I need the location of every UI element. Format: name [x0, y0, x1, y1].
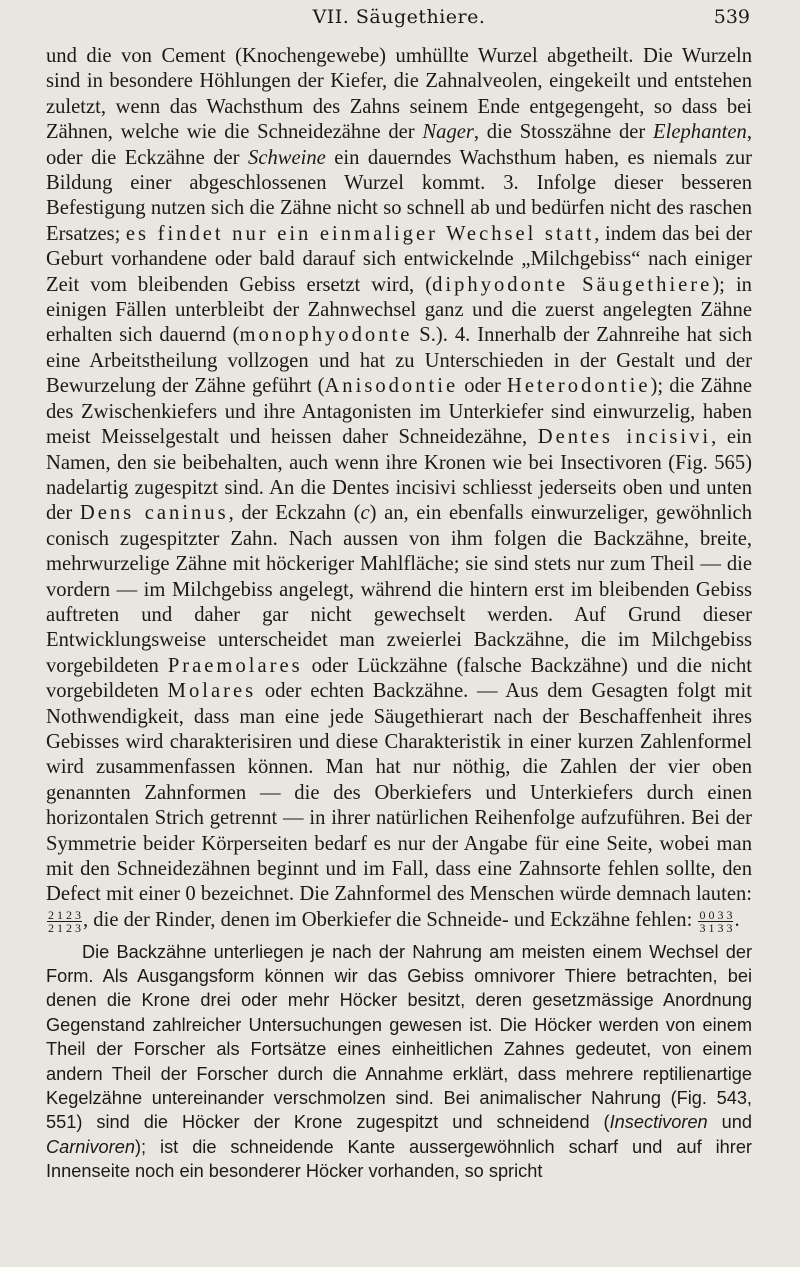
text-run: S.). 4. Innerhalb der Zahnreihe hat sich eine Arbeitstheilung vollzogen und hat zu Unterschieden in der Gestalt und der Bewurzelung der Zähne geführt (	[46, 324, 752, 398]
italic-term: Nager	[422, 121, 474, 144]
text-run: ); in einigen Fällen unterbleibt der Zahnwechsel ganz und die zuerst angelegten Zähne erhalten sich dauernd (	[46, 273, 752, 347]
italic-term: Elephanten	[653, 121, 747, 144]
spaced-emphasis: es findet nur ein einmaliger Wechsel statt	[125, 222, 595, 245]
text-run: Die Backzähne unterliegen je nach der Nahrung am meisten einem Wechsel der Form. Als Ausgangsform können wir das Gebiss omnivorer Thiere betrachten, bei denen die Krone drei oder mehr Höcker besitzt, deren gesetzmässige Anordnung Gegenstand zahlreicher Untersuchungen gewesen ist. Die Höcker werden von einem Theil der Forscher als Fortsätze eines einheitlichen Zahnes gedeutet, von einem andern Theil der Forscher durch die Annahme erklärt, dass mehrere reptilienartige Kegelzähne untereinander verschmolzen sind. Bei animalischer Nahrung (Fig. 543, 551) sind die Höcker der Krone zugespitzt und schneidend (	[46, 941, 752, 1133]
text-run: .	[734, 908, 740, 931]
spaced-emphasis: Dens caninus	[79, 502, 229, 525]
running-title: VII. Säugethiere.	[312, 6, 486, 28]
text-run: , indem das bei der Geburt vorhandene oder bald darauf sich entwickelnde „Milchgebiss“ nach einiger Zeit vom bleibenden Gebiss ersetzt wird, (	[46, 222, 753, 296]
dental-formula-human	[47, 909, 82, 934]
formula-lower-jaw: 3 1 3 3	[699, 920, 733, 935]
text-run: ein dauerndes Wachsthum haben, es niemals zur Bildung einer abgeschlossenen Wurzel kommt. 3. Infolge dieser besseren Befestigung nutzen sich die Zähne nicht so schnell ab und bedürfen nicht des raschen Ersatzes;	[46, 146, 752, 245]
formula-upper-jaw: 2 1 2 3	[48, 907, 81, 922]
italic-term: Carnivoren	[46, 1136, 135, 1157]
text-run: oder	[458, 375, 507, 398]
formula-upper-jaw: 0 0 3 3	[699, 907, 733, 922]
spaced-emphasis: monophyodonte	[239, 324, 413, 347]
text-run: , der Eckzahn (	[228, 502, 361, 525]
text-run: und die von Cement (Knochengewebe) umhüllte Wurzel abgetheilt. Die Wurzeln sind in besondere Höhlungen der Kiefer, die Zahnalveolen, eingekeilt und entstehen zuletzt, wenn das Wachsthum des Zahns seinem Ende entgegengeht, so dass bei Zähnen, welche wie die Schneidezähne der	[46, 45, 752, 144]
text-run: oder Lückzähne (falsche Backzähne) und die nicht vorgebildeten	[46, 654, 752, 703]
spaced-emphasis: diphyodonte Säugethiere	[432, 273, 713, 296]
text-run: und	[707, 1112, 752, 1133]
text-run: , die Stosszähne der	[473, 121, 654, 144]
spaced-emphasis: Molares	[167, 680, 257, 703]
small-print-paragraph	[46, 940, 752, 1184]
text-run: ); ist die schneidende Kante aussergewöhnlich scharf und auf ihrer Innenseite noch ein besonderer Höcker vorhanden, so spricht	[46, 1136, 752, 1182]
main-paragraph	[46, 44, 752, 934]
formula-lower-jaw: 2 1 2 3	[48, 920, 81, 935]
spaced-emphasis: Dentes incisivi	[537, 426, 712, 449]
dental-formula-cattle	[698, 909, 733, 934]
italic-term: Insectivoren	[609, 1112, 708, 1133]
spaced-emphasis: Heterodontie	[507, 375, 651, 398]
page-header	[46, 0, 752, 44]
text-run: oder echten Backzähne. — Aus dem Gesagten folgt mit Nothwendigkeit, dass man eine jede Säugethierart nach der Beschaffenheit ihres Gebisses wird charakterisiren und diese Charakteristik in einer kurzen Zahlenformel wird zusammenfassen können. Man hat nur nöthig, die Zahlen der vier oben genannten Zahnformen — die des Oberkiefers und Unterkiefers durch einen horizontalen Strich getrennt — in ihrer natürlichen Reihenfolge aufzuführen. Bei der Symmetrie beider Körperseiten bedarf es nur der Angabe für eine Seite, wobei man mit den Schneidezähnen beginnt und im Fall, dass eine Zahnsorte fehlen sollte, den Defect mit einer 0 bezeichnet. Die Zahnformel des Menschen würde demnach lauten:	[46, 680, 752, 906]
spaced-emphasis: Anisodontie	[324, 375, 459, 398]
text-run: , die der Rinder, denen im Oberkiefer die Schneide- und Eckzähne fehlen:	[83, 908, 698, 931]
italic-term: Schweine	[248, 146, 326, 169]
italic-term: c	[360, 502, 370, 525]
page-number: 539	[713, 6, 750, 28]
text-run: ); die Zähne des Zwischenkiefers und ihre Antagonisten im Unterkiefer sind einwurzelig, haben meist Meisselgestalt und heissen daher Schneidezähne,	[46, 375, 752, 449]
text-run: , ein Namen, den sie beibehalten, auch wenn ihre Kronen wie bei Insectivoren (Fig. 565) nadelartig zugespitzt sind. An die Dentes incisivi schliesst jederseits oben und unten der	[46, 426, 752, 525]
text-run: , oder die Eckzähne der	[46, 121, 752, 169]
text-run: ) an, ein ebenfalls einwurzeliger, gewöhnlich conisch zugespitzter Zahn. Nach aussen von ihm folgen die Backzähne, breite, mehrwurzelige Zähne mit höckeriger Mahlfläche; sie sind stets nur zum Theil — die vordern — im Milchgebiss angelegt, während die hintern erst im bleibenden Gebiss auftreten und daher gar nicht gewechselt werden. Auf Grund dieser Entwicklungsweise unterscheidet man zweierlei Backzähne, die im Milchgebiss vorgebildeten	[46, 502, 752, 677]
spaced-emphasis: Praemolares	[167, 654, 303, 677]
